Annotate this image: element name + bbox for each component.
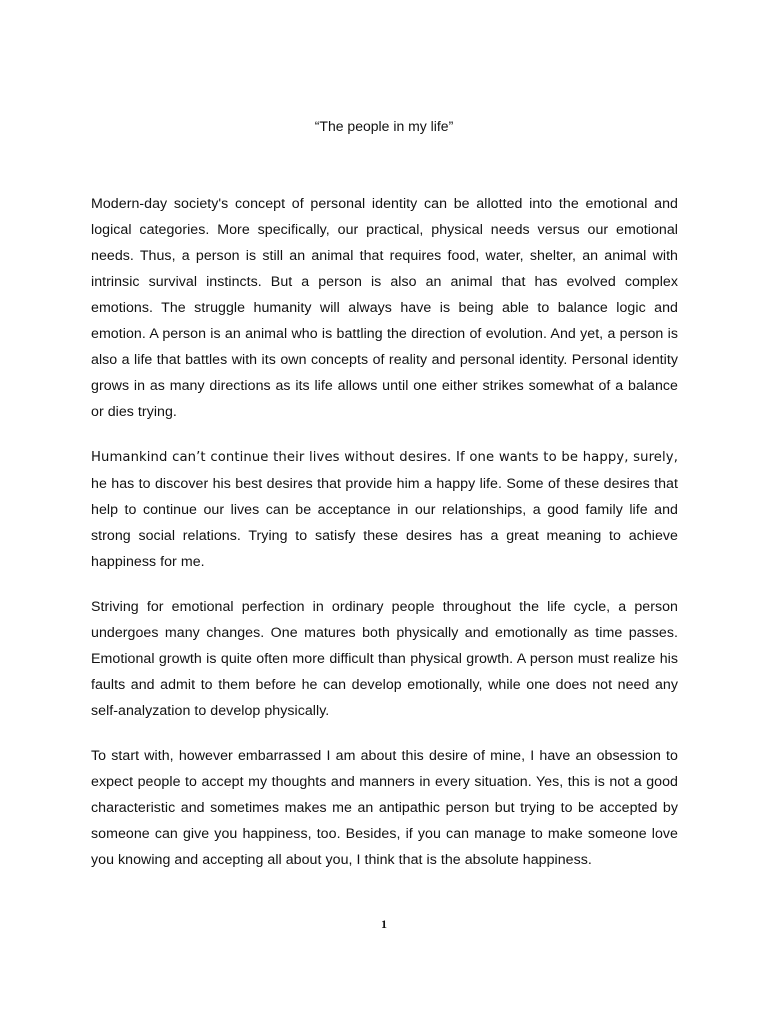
paragraph-desires-rest: he has to discover his best desires that provide him a happy life. Some of these desires that help to continue our lives can be acceptance in our relationships, a good family life and strong social relations. Trying to satisfy these desires has a great meaning to achieve happiness for me. <box>91 476 678 570</box>
document-title: “The people in my life” <box>314 118 454 134</box>
paragraph-desires-lead: Humankind can’t continue their lives without desires. If one wants to be happy, surely, <box>91 450 678 465</box>
document-body <box>91 191 678 892</box>
paragraph-desires <box>91 444 678 575</box>
paragraph-acceptance: To start with, however embarrassed I am about this desire of mine, I have an obsession to expect people to accept my thoughts and manners in every situation. Yes, this is not a good characteristic and sometimes makes me an antipathic person but trying to be accepted by someone can give you happiness, too. Besides, if you can manage to make someone love you knowing and accepting all about you, I think that is the absolute happiness. <box>91 748 678 868</box>
paragraph-identity: Modern-day society's concept of personal identity can be allotted into the emotional and logical categories. More specifically, our practical, physical needs versus our emotional needs. Thus, a person is still an animal that requires food, water, shelter, an animal with intrinsic survival instincts. But a person is also an animal that has evolved complex emotions. The struggle humanity will always have is being able to balance logic and emotion. A person is an animal who is battling the direction of evolution. And yet, a person is also a life that battles with its own concepts of reality and personal identity. Personal identity grows in as many directions as its life allows until one either strikes somewhat of a balance or dies trying. <box>91 196 678 420</box>
paragraph-emotional-growth: Striving for emotional perfection in ordinary people throughout the life cycle, a person undergoes many changes. One matures both physically and emotionally as time passes. Emotional growth is quite often more difficult than physical growth. A person must realize his faults and admit to them before he can develop emotionally, while one does not need any self-analyzation to develop physically. <box>91 599 678 719</box>
page-number: 1 <box>381 917 387 931</box>
